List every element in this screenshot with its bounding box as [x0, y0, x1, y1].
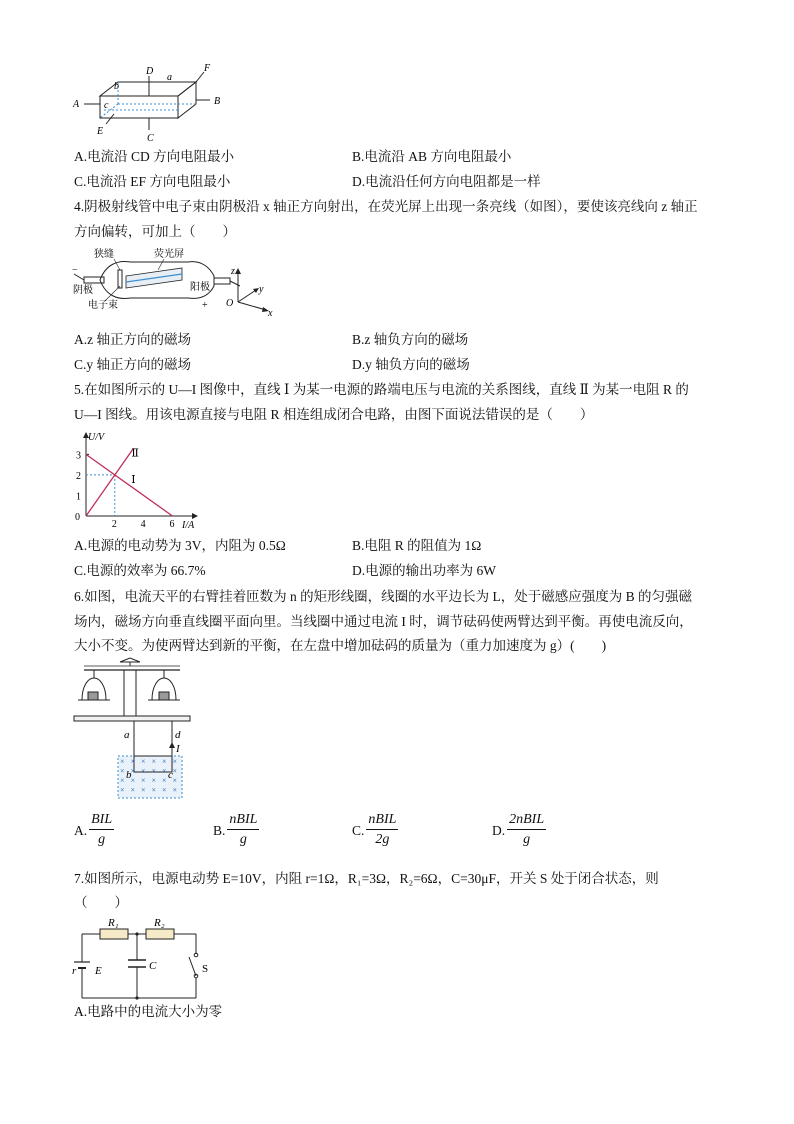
circuit-figure [70, 914, 220, 1006]
q5-option-d: D.电源的输出功率为 6W [352, 563, 496, 578]
q6-option-a-num: BIL [89, 812, 114, 830]
q6-option-d [492, 812, 546, 849]
q6-option-a [74, 812, 114, 849]
series-line-2 [86, 448, 134, 516]
axis-z-label: z [231, 266, 235, 277]
field-cross: × [162, 785, 167, 795]
fig-E-label: E [95, 965, 102, 977]
fig-cathode-label: 阴极 [73, 285, 93, 296]
q5-option-b: B.电阻 R 的阻值为 1Ω [352, 538, 482, 553]
ui-graph [72, 430, 202, 530]
q6-option-b [213, 812, 259, 849]
field-cross: × [172, 776, 178, 785]
fig-C-label: C [149, 960, 157, 972]
q6-option-d-num: 2nBIL [507, 812, 546, 830]
axis-o-label: O [226, 298, 234, 309]
field-cross: × [120, 757, 125, 766]
x-tick-4: 4 [140, 519, 146, 530]
field-cross: × [141, 785, 146, 795]
q6-option-b-den: g [239, 832, 247, 847]
fig-d-label: d [175, 729, 181, 741]
field-cross: × [120, 776, 125, 785]
field-cross: × [130, 766, 136, 776]
fig-plus: + [202, 300, 208, 311]
q6-option-c [352, 812, 398, 849]
field-cross: × [151, 766, 157, 776]
fig-minus: − [72, 265, 78, 276]
field-cross: × [151, 776, 157, 785]
field-cross: × [162, 757, 167, 766]
q4-option-a: A.z 轴正方向的磁场 [74, 332, 191, 347]
q6-option-c-num: nBIL [366, 812, 398, 830]
fig-a-label: a [124, 729, 130, 741]
q6-option-a-label: A. [74, 822, 88, 838]
fig-slit-label: 狭缝 [94, 249, 114, 260]
field-cross: × [151, 757, 157, 766]
q5-option-c: C.电源的效率为 66.7% [74, 563, 206, 578]
axis-x-label: x [268, 308, 273, 318]
field-cross: × [141, 776, 146, 785]
field-cross: × [162, 766, 167, 776]
fig-S-label: S [202, 963, 209, 975]
y-tick-1: 1 [76, 491, 81, 503]
fig-I-label: I [176, 743, 180, 755]
y-tick-2: 2 [76, 470, 81, 482]
q4-option-d: D.y 轴负方向的磁场 [352, 357, 470, 372]
series-label-1: Ⅰ [131, 474, 136, 487]
q5-stem-line1: 5.在如图所示的 U—I 图像中，直线 Ⅰ 为某一电源的路端电压与电流的关系图线，直线 Ⅱ 为某一电阻 R 的 [74, 382, 689, 397]
axis-y-label: y [259, 284, 264, 295]
fig-b-label: b [126, 769, 132, 781]
q6-option-b-label: B. [213, 822, 226, 838]
x-tick-2: 2 [111, 519, 117, 530]
label-A: A [73, 99, 80, 110]
q7-stem-line2: （ ） [74, 895, 128, 910]
fig-beam-label: 电子束 [88, 300, 118, 311]
field-cross: × [120, 785, 125, 795]
label-b: b [114, 81, 119, 92]
x-tick-6: 6 [169, 519, 175, 530]
field-cross: × [141, 757, 146, 766]
q4-stem-line1: 4.阴极射线管中电子束由阴极沿 x 轴正方向射出，在荧光屏上出现一条亮线（如图），要使该亮线向 z 轴正 [74, 199, 698, 214]
label-F: F [204, 63, 211, 74]
fig-c-label: c [168, 769, 173, 781]
cathode-ray-tube-figure [70, 246, 280, 318]
q3-option-a: A.电流沿 CD 方向电阻最小 [74, 149, 235, 164]
field-cross: × [172, 757, 178, 766]
x-axis-arrow [192, 513, 198, 519]
label-C: C [147, 133, 154, 144]
fig-R1-label: R₁ [108, 917, 119, 929]
field-cross: × [151, 785, 157, 795]
fig-anode-label: 阳极 [190, 282, 210, 293]
label-B: B [214, 96, 221, 107]
block-figure [70, 62, 230, 146]
origin-label: 0 [75, 512, 80, 523]
q4-option-b: B.z 轴负方向的磁场 [352, 332, 469, 347]
series-label-2: Ⅱ [131, 447, 139, 460]
q6-stem-line1: 6.如图，电流天平的右臂挂着匝数为 n 的矩形线圈，线圈的水平边长为 L，处于磁感应强度为 B 的匀强磁 [74, 589, 692, 604]
q6-option-c-den: 2g [375, 832, 390, 847]
y-tick-3: 3 [76, 450, 81, 462]
current-balance-figure [70, 656, 200, 802]
q6-option-b-num: nBIL [227, 812, 259, 830]
label-a: a [167, 72, 172, 83]
q6-stem-line3: 大小不变。为使两臂达到新的平衡，在左盘中增加砝码的质量为（重力加速度为 g）( ) [74, 638, 607, 653]
fig-R2-label: R₂ [154, 917, 165, 929]
fig-screen-label: 荧光屏 [154, 249, 184, 260]
field-cross: × [130, 757, 136, 766]
fig-r-label: r [72, 965, 77, 977]
q6-option-c-label: C. [352, 822, 365, 838]
field-cross: × [130, 785, 136, 795]
x-axis-label: I/A [182, 520, 195, 530]
field-cross: × [172, 785, 178, 795]
y-axis-label: U/V [88, 432, 105, 443]
field-cross: × [162, 776, 167, 785]
q5-option-a: A.电源的电动势为 3V，内阻为 0.5Ω [74, 538, 286, 553]
q6-option-a-den: g [98, 832, 106, 847]
q4-option-c: C.y 轴正方向的磁场 [74, 357, 192, 372]
field-cross: × [141, 766, 146, 776]
q7-stem-line1: 7.如图所示，电源电动势 E=10V，内阻 r=1Ω，R₁=3Ω，R₂=6Ω，C=30μF，开关 S 处于闭合状态，则 [74, 871, 659, 886]
label-D: D [146, 66, 154, 77]
q6-stem-line2: 场内，磁场方向垂直线圈平面向里。当线圈中通过电流 I 时，调节砝码使两臂达到平衡。再使电流反向， [74, 614, 693, 629]
q6-option-d-label: D. [492, 822, 506, 838]
q5-stem-line2: U—I 图线。用该电源直接与电阻 R 相连组成闭合电路，由图下面说法错误的是（ ） [74, 407, 594, 422]
q6-option-d-den: g [523, 832, 531, 847]
field-cross: × [130, 776, 136, 785]
q4-stem-line2: 方向偏转，可加上（ ） [74, 224, 236, 239]
field-cross: × [120, 766, 125, 776]
label-c: c [104, 100, 109, 111]
q7-option-a: A.电路中的电流大小为零 [74, 1004, 223, 1019]
series-line-1 [86, 454, 172, 516]
q3-option-d: D.电流沿任何方向电阻都是一样 [352, 174, 541, 189]
q3-option-b: B.电流沿 AB 方向电阻最小 [352, 149, 512, 164]
label-E: E [97, 126, 104, 137]
field-cross: × [172, 766, 178, 776]
q3-option-c: C.电流沿 EF 方向电阻最小 [74, 174, 231, 189]
